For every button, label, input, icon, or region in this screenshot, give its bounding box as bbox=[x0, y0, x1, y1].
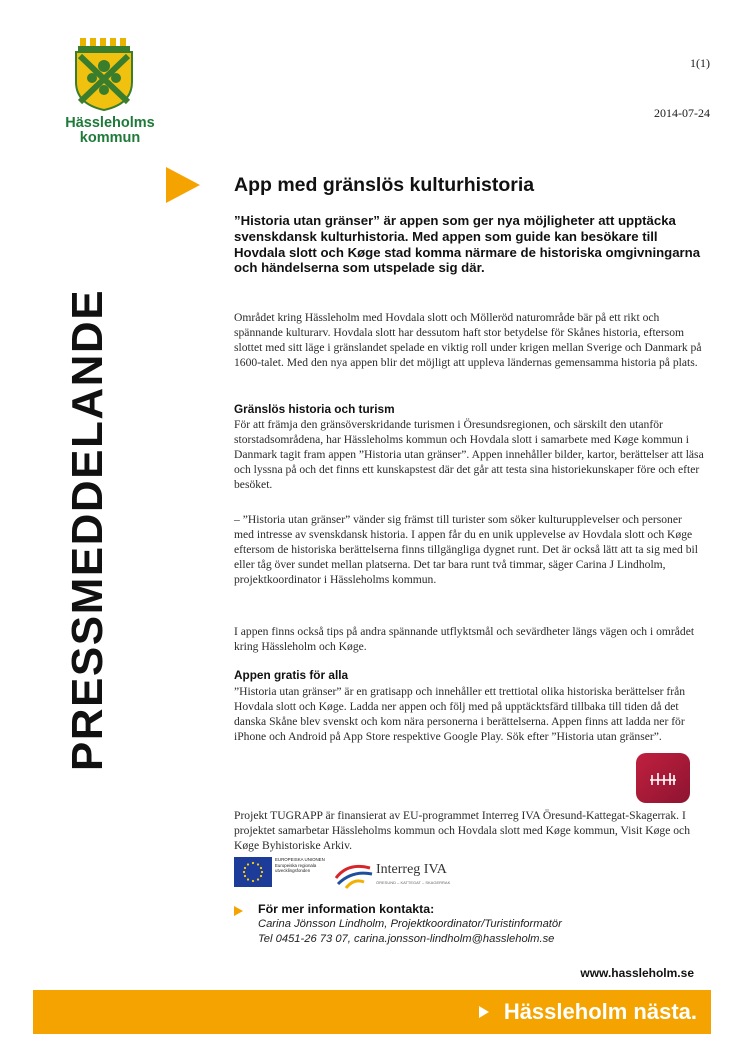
paragraph-1: Området kring Hässleholm med Hovdala slott och Mölleröd naturområde bär på ett rikt och spännande kulturarv. Hovdala slott har dessutom haft stor betydelse för Skånes historia, eftersom slottet med sitt läge i gränslandet spelade en viktig roll under krigen mellan Sverige och Danmark på 1600-talet. Med den nya appen blir det möjligt att uppleva ländernas gemensamma historia på plats. bbox=[234, 311, 702, 369]
contact-phone-email: Tel 0451-26 73 07, carina.jonsson-lindholm@hassleholm.se bbox=[258, 933, 555, 945]
coat-of-arms-icon bbox=[70, 36, 150, 112]
footer-bar bbox=[33, 990, 711, 1034]
footer-slogan: Hässleholm nästa. bbox=[503, 999, 697, 1024]
contact-arrow-icon bbox=[234, 906, 243, 916]
interreg-swoosh-icon bbox=[334, 860, 374, 890]
eu-logo bbox=[234, 857, 332, 889]
paragraph-5: ”Historia utan gränser” är en gratisapp och innehåller ett trettiotal olika historiska berättelser från Hovdala slott och Køge. Ladda ner appen och följ med på upptäcktsfärd tillbaka till tiden då det danska Skåne blev svenskt och kom nära personerna i berättelserna. Appen finns att ladda ner för iPhone och Android på App Store respektive Google Play. Sök efter ”Historia utan gränser”. bbox=[234, 685, 686, 743]
interreg-subtitle: ÖRESUND – KATTEGAT – SKAGERRAK bbox=[376, 880, 451, 885]
article-title: App med gränslös kulturhistoria bbox=[234, 174, 535, 196]
title-arrow-icon bbox=[166, 167, 200, 203]
footer-arrow-icon bbox=[479, 1006, 489, 1018]
paragraph-6: Projekt TUGRAPP är finansierat av EU-programmet Interreg IVA Öresund-Kattegat-Skagerrak. I projektet samarbetar Hässleholms kommun och Hovdala slott med Køge kommun, Visit Køge och Køge Byhistoriske Arkiv. bbox=[234, 809, 690, 852]
paragraph-3: – ”Historia utan gränser” vänder sig främst till turister som söker kulturupplevelser och personer med intresse av svenskdansk historia. I appen får du en unik upplevelse av Hovdala slott och Køge eftersom de historiska berättelserna finns tillgängliga dygnet runt. Det är också lätt att ta sig med bil eller tåg över sundet mellan platserna. Det tar bara runt två timmar, säger Carina J Lindholm, projektkoordinator i Hässleholms kommun. bbox=[234, 513, 698, 586]
article-lead: ”Historia utan gränser” är appen som ger nya möjligheter att upptäcka svenskdansk kulturhistoria. Med appen som guide kan besökare till Hovdala slott och Køge stad komma närmare de historiska omgivningarna och händelserna som utspelade sig där. bbox=[234, 213, 701, 276]
heading-granslos: Gränslös historia och turism bbox=[234, 402, 395, 416]
logo-name-line2: kommun bbox=[79, 130, 141, 146]
app-icon bbox=[636, 753, 690, 803]
municipality-logo bbox=[62, 36, 158, 146]
contact-heading: För mer information kontakta: bbox=[258, 902, 435, 916]
logo-name-line1: Hässleholms bbox=[65, 115, 155, 131]
paragraph-4: I appen finns också tips på andra spännande utflyktsmål och sevärdheter längs vägen och i området kring Hässleholm och Køge. bbox=[234, 625, 695, 653]
document-date: 2014-07-24 bbox=[654, 106, 710, 120]
page-number: 1(1) bbox=[690, 56, 710, 70]
eu-flag-icon bbox=[234, 857, 272, 887]
pressmeddelande-label: PRESSMEDDELANDE bbox=[63, 288, 112, 772]
interreg-logo bbox=[334, 860, 464, 890]
website-link[interactable]: www.hassleholm.se bbox=[580, 966, 694, 980]
vertical-label bbox=[58, 200, 118, 860]
interreg-name: Interreg IVA bbox=[376, 862, 447, 877]
paragraph-2: För att främja den gränsöverskridande turismen i Öresundsregionen, och särskilt den utanför storstadsområdena, har Hässleholms kommun och Hovdala slott i samarbete med Køge kommun i Danmark tagit fram appen ”Historia utan gränser”. Appen innehåller bilder, kartor, berättelser att läsa och lyssna på och det finns ett kunskapstest där det går att testa sina historiekunskaper före och efter besöket. bbox=[234, 418, 704, 491]
eu-logo-text: EUROPEISKA UNIONEN Europeiska regionala utvecklingsfonden bbox=[275, 857, 325, 873]
heading-appen-gratis: Appen gratis för alla bbox=[234, 668, 349, 682]
contact-name: Carina Jönsson Lindholm, Projektkoordinator/Turistinformatör bbox=[258, 918, 562, 930]
